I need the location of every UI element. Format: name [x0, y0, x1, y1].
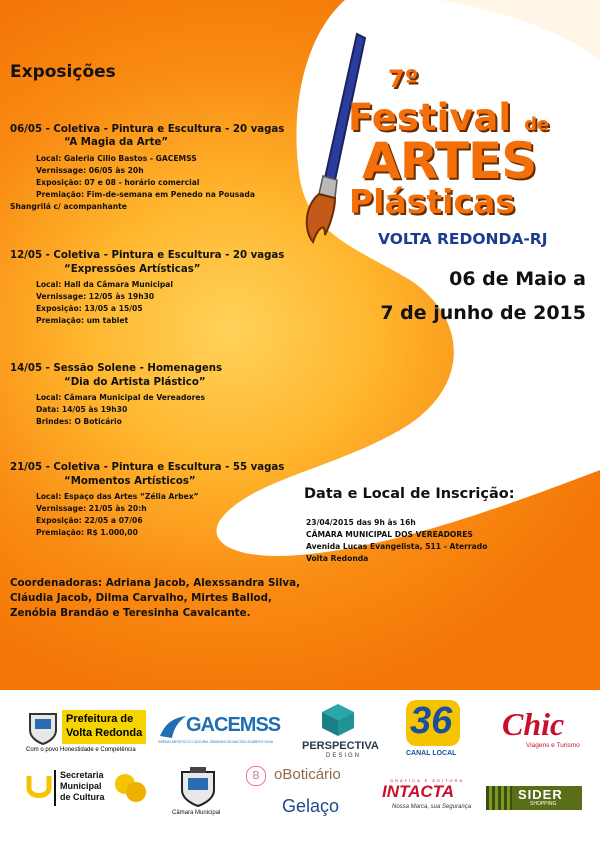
canal-number: 36	[410, 700, 453, 742]
gelaco-logo: Gelaço	[282, 796, 340, 816]
edition-number: 7º	[388, 65, 419, 93]
event-subtitle: “Dia do Artista Plástico”	[64, 377, 206, 388]
inscricao-line: 23/04/2015 das 9h às 16h	[306, 518, 416, 527]
sider-subtitle: SHOPPING	[530, 801, 557, 807]
event-title: 12/05 - Coletiva - Pintura e Escultura - 20 vagas	[10, 250, 285, 261]
event-line: Premiação: R$ 1.000,00	[36, 528, 138, 537]
event-line: Data: 14/05 às 19h30	[36, 405, 128, 414]
stripes-icon	[486, 786, 512, 810]
camara-municipal-logo	[168, 766, 232, 820]
title-de: de	[524, 114, 550, 135]
intacta-slogan: Nossa Marca, sua Segurança	[392, 804, 472, 810]
title-artes: ARTES	[362, 132, 537, 190]
coat-of-arms-icon	[26, 710, 60, 746]
intacta-name: INTACTA	[382, 782, 455, 801]
event-line: Local: Hall da Câmara Municipal	[36, 280, 173, 289]
event-line: Vernissage: 06/05 às 20h	[36, 166, 144, 175]
event-line: Vernissage: 21/05 às 20:h	[36, 504, 147, 513]
date-range-line1: 06 de Maio a	[449, 268, 586, 290]
event-line: Premiação: Fim-de-semana em Penedo na Pousada	[36, 190, 255, 199]
coordenadoras-line: Coordenadoras: Adriana Jacob, Alexssandra Silva,	[10, 577, 300, 589]
inscricao-line: Volta Redonda	[306, 554, 369, 563]
date-range-line2: 7 de junho de 2015	[380, 302, 586, 324]
event-line: Local: Espaço das Artes “Zélia Arbex”	[36, 492, 199, 501]
prefeitura-line2: Volta Redonda	[66, 727, 143, 739]
event-line: Premiação: um tablet	[36, 316, 129, 325]
exposicoes-heading: Exposições	[10, 62, 116, 82]
event-subtitle: “Expressões Artísticas”	[64, 264, 201, 275]
wave-icon	[158, 714, 188, 740]
chic-name: Chic	[502, 706, 565, 742]
inscricao-line: Avenida Lucas Evangelista, 511 - Aterrado	[306, 542, 488, 551]
secretaria-line3: de Cultura	[60, 792, 105, 802]
perspectiva-logo	[300, 702, 380, 762]
event-line: Exposição: 07 e 08 - horário comercial	[36, 178, 200, 187]
coat-of-arms-icon	[178, 766, 218, 808]
event-title: 06/05 - Coletiva - Pintura e Escultura - 20 vagas	[10, 124, 285, 135]
sider-name: SIDER	[518, 787, 563, 802]
secretaria-cultura-logo	[26, 766, 148, 812]
gacemss-name: GACEMSS	[186, 714, 281, 736]
event-line: Brindes: O Boticário	[36, 417, 122, 426]
theater-masks-icon	[114, 770, 146, 806]
secretaria-line2: Municipal	[60, 781, 102, 791]
intacta-logo	[376, 778, 472, 818]
canal-text: CANAL LOCAL	[406, 750, 457, 757]
perspectiva-name: PERSPECTIVA	[302, 740, 379, 752]
inscricao-line: CÂMARA MUNICIPAL DOS VEREADORES	[306, 530, 473, 539]
title-plasticas: Plásticas	[349, 182, 515, 221]
boticario-logo	[246, 764, 356, 788]
event-subtitle: “Momentos Artísticos”	[64, 476, 196, 487]
prefeitura-logo	[26, 710, 146, 754]
prefeitura-slogan: Com o povo Honestidade e Competência	[26, 747, 136, 753]
prefeitura-line1: Prefeitura de	[66, 713, 134, 725]
boticario-b-icon: B	[246, 766, 266, 786]
event-line: Shangrilá c/ acompanhante	[10, 202, 127, 211]
event-line: Local: Câmara Municipal de Vereadores	[36, 393, 206, 402]
sponsors-footer	[0, 690, 600, 850]
event-line: Exposição: 22/05 a 07/06	[36, 516, 143, 525]
canal-local-logo	[404, 700, 464, 762]
city-label: VOLTA REDONDA-RJ	[378, 230, 548, 248]
event-subtitle: “A Magia da Arte”	[64, 137, 169, 148]
chic-logo	[500, 708, 580, 752]
boticario-name: oBoticário	[274, 766, 341, 783]
event-line: Vernissage: 12/05 às 19h30	[36, 292, 155, 301]
camara-name: Câmara Municipal	[172, 810, 221, 816]
title-festival: Festival	[348, 96, 512, 139]
event-line: Local: Galeria Cilio Bastos - GACEMSS	[36, 154, 197, 163]
chic-subtitle: Viagens e Turismo	[526, 742, 580, 749]
event-line: Exposição: 13/05 a 15/05	[36, 304, 143, 313]
gacemss-logo	[158, 712, 281, 752]
coordenadoras-line: Cláudia Jacob, Dilma Carvalho, Mirtes Ballod,	[10, 592, 272, 604]
cube-icon	[320, 702, 356, 738]
perspectiva-subtitle: DESIGN	[326, 753, 362, 759]
event-title: 14/05 - Sessão Solene - Homenagens	[10, 363, 223, 374]
intacta-top: GRÁFICA E EDITORA	[390, 778, 465, 783]
gacemss-subtitle: GRÊMIO ARTÍSTICO E CULTURAL EDMUNDO DE MACEDO SOARES E SILVA	[158, 740, 274, 744]
sider-shopping-logo	[486, 786, 582, 810]
secretaria-line1: Secretaria	[60, 770, 104, 780]
inscricao-heading: Data e Local de Inscrição:	[304, 486, 515, 502]
coordenadoras-line: Zenóbia Brandão e Teresinha Cavalcante.	[10, 607, 251, 619]
event-title: 21/05 - Coletiva - Pintura e Escultura - 55 vagas	[10, 462, 285, 473]
smile-icon	[26, 772, 52, 802]
